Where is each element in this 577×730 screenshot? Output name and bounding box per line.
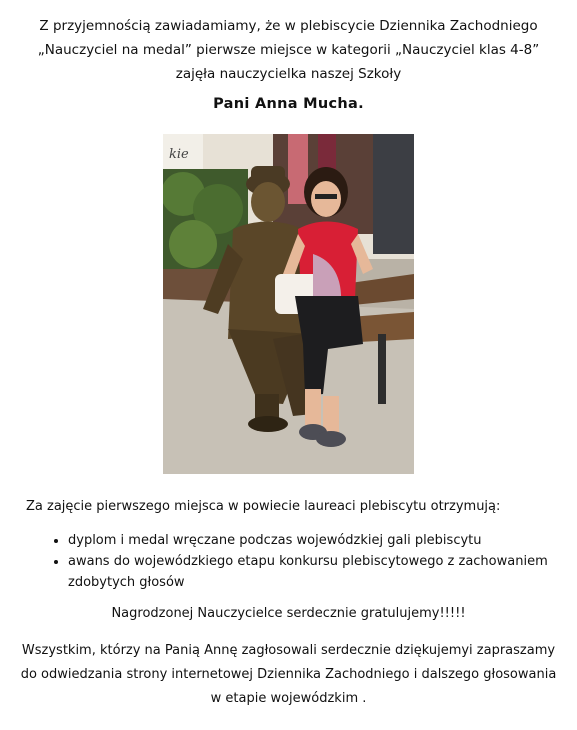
intro-line-1: Z przyjemnością zawiadamiamy, że w plebiscycie Dziennika Zachodniego	[39, 18, 538, 34]
thanks-line-1: Wszystkim, którzy na Panią Annę zagłosowali serdecznie dziękujemyi zapraszamy	[21, 643, 556, 658]
award-item: • awans do wojewódzkiego etapu konkursu plebiscytowego z zachowaniem zdobytych głosów	[68, 551, 568, 593]
award-item: • dyplom i medal wręczane podczas wojewódzkiej gali plebiscytu	[68, 530, 568, 551]
intro-line-3: zajęła nauczycielka naszej Szkoły	[175, 66, 402, 82]
intro-line-2: „Nauczyciel na medal” pierwsze miejsce w kategorii „Nauczyciel klas 4-8”	[37, 42, 540, 58]
thanks-paragraph	[16, 639, 561, 711]
thanks-line-3: w etapie wojewódzkim .	[210, 691, 367, 706]
awards-list	[48, 530, 568, 593]
winner-name: Pani Anna Mucha.	[213, 96, 364, 112]
winner-photo	[163, 134, 414, 474]
congratulations: Nagrodzonej Nauczycielce serdecznie gratulujemy!!!!!	[111, 606, 466, 621]
awards-intro: Za zajęcie pierwszego miejsca w powiecie laureaci plebiscytu otrzymują:	[26, 499, 501, 514]
announcement-intro	[20, 14, 557, 86]
thanks-line-2: do odwiedzania strony internetowej Dziennika Zachodniego i dalszego głosowania	[20, 667, 557, 682]
shop-sign-text: kie	[169, 147, 189, 162]
photo-illustration	[163, 134, 414, 474]
